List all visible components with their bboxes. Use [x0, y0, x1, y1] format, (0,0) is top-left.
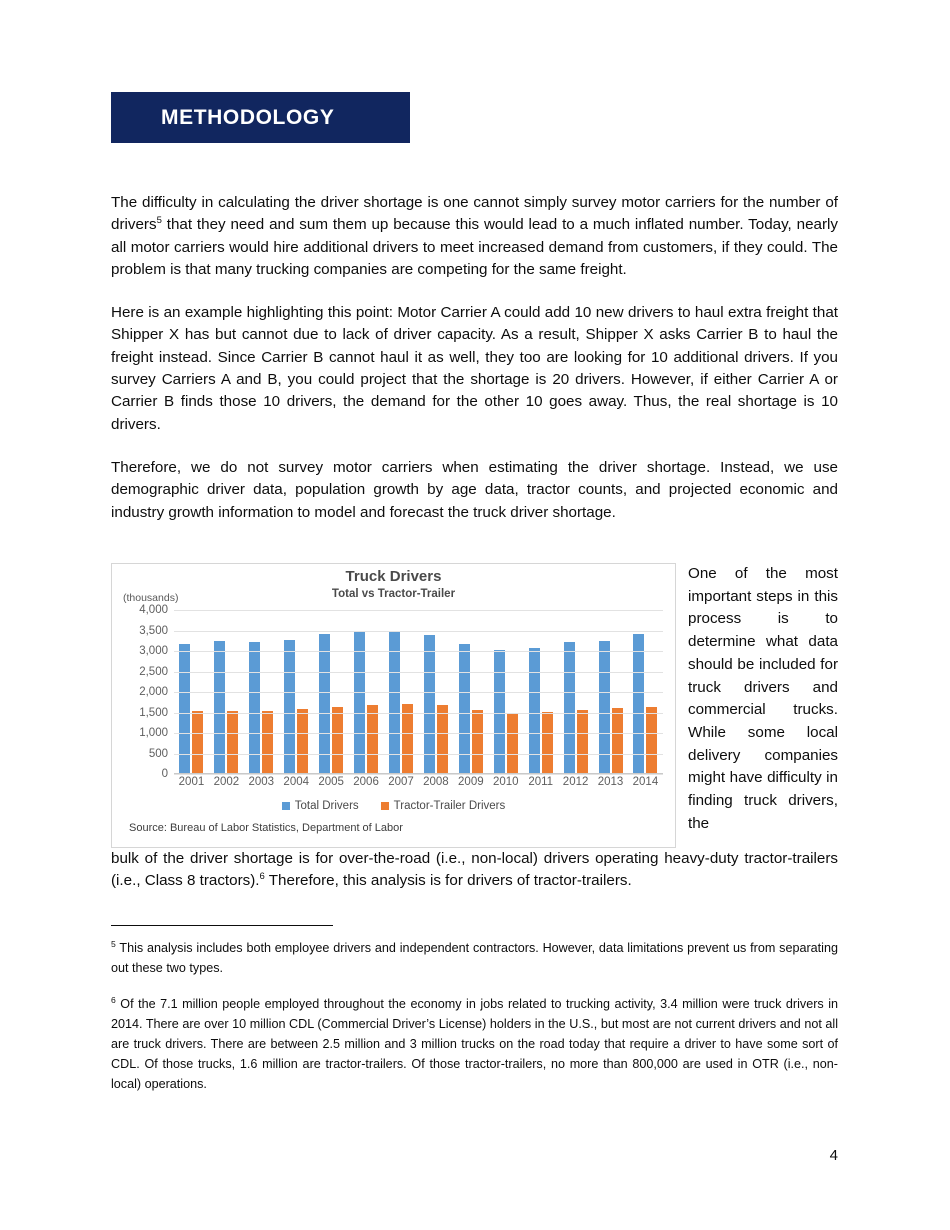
- footnote-6: [111, 994, 838, 1094]
- chart-y-tick-label: 4,000: [139, 604, 168, 616]
- below-paragraph: [111, 848, 838, 893]
- chart-units-label: (thousands): [123, 592, 179, 604]
- chart-y-tick-label: 2,000: [139, 686, 168, 698]
- figure-and-wrapped-text: [111, 563, 838, 893]
- chart-gridline: [139, 624, 663, 637]
- chart-x-tick-label: 2009: [458, 776, 484, 788]
- paragraph-1-continuation: that they need and sum them up because this would lead to a much inflated number. Today, nearly all motor carriers would hire additional drivers to meet increased demand from customers, if they could. The problem is that many trucking companies are competing for the same freight.: [111, 216, 838, 278]
- paragraph-3: Therefore, we do not survey motor carriers when estimating the driver shortage. Instead, we use demographic driver data, population growth by age data, tractor counts, and projected economic and industry growth information to model and forecast the truck driver shortage.: [111, 458, 838, 521]
- bar-tractor-trailer-drivers: [332, 707, 343, 773]
- bar-tractor-trailer-drivers: [472, 710, 483, 773]
- chart-x-tick-label: 2002: [213, 776, 240, 788]
- chart-y-tick-label: 500: [148, 747, 168, 760]
- paragraph-1: [111, 192, 838, 281]
- chart-legend-label: Total Drivers: [294, 800, 359, 812]
- bar-tractor-trailer-drivers: [367, 705, 378, 773]
- chart-title: Truck Drivers: [345, 568, 442, 585]
- chart-x-tick-label: 2005: [318, 776, 344, 788]
- section-banner: [111, 92, 410, 143]
- chart-x-tick-label: 2011: [528, 776, 554, 788]
- chart-gridline: [139, 604, 663, 616]
- chart-legend-item[interactable]: [381, 800, 506, 812]
- bar-tractor-trailer-drivers: [227, 711, 238, 773]
- chart-legend-label: Tractor-Trailer Drivers: [393, 800, 506, 812]
- bar-tractor-trailer-drivers: [646, 707, 657, 773]
- bar-tractor-trailer-drivers: [262, 711, 273, 773]
- bar-total-drivers: [389, 632, 400, 773]
- bar-tractor-trailer-drivers: [192, 711, 203, 773]
- footnote-6-marker: 6: [111, 994, 116, 1005]
- chart-x-tick-label: 2010: [492, 776, 519, 788]
- footnote-5: [111, 938, 838, 978]
- chart-x-tick-label: 2013: [597, 776, 624, 788]
- chart-y-tick-label: 3,500: [139, 624, 168, 637]
- side-paragraph: One of the most important steps in this process is to determine what data should be included for truck drivers and commercial trucks. While some local delivery companies might have difficulty in finding truck drivers, the: [688, 565, 838, 832]
- chart-plot-area: [139, 604, 663, 780]
- footnote-ref-5[interactable]: 5: [156, 215, 162, 227]
- chart-y-tick-label: 1,000: [139, 727, 168, 739]
- bar-total-drivers: [319, 634, 330, 773]
- bar-tractor-trailer-drivers: [402, 704, 413, 773]
- chart-gridline: [139, 727, 663, 739]
- footnote-5-text: This analysis includes both employee drivers and independent contractors. However, data limitations prevent us from separating out these two types.: [111, 941, 838, 975]
- bar-tractor-trailer-drivers: [297, 709, 308, 773]
- chart-subtitle: Total vs Tractor-Trailer: [331, 588, 456, 600]
- chart-x-tick-label: 2006: [353, 776, 379, 788]
- chart-x-tick-label: 2012: [562, 776, 589, 788]
- chart-x-tick-label: 2007: [388, 776, 414, 788]
- chart-x-tick-label: 2001: [178, 776, 205, 788]
- chart-gridline: [139, 665, 663, 678]
- legend-swatch-icon: [381, 802, 389, 810]
- paragraph-1-text: The difficulty in calculating the driver shortage is one cannot simply survey motor carriers for the number of drivers: [111, 194, 838, 234]
- legend-swatch-icon: [282, 802, 290, 810]
- chart-x-tick-label: 2003: [248, 776, 275, 788]
- chart-gridline: [161, 768, 663, 780]
- bar-tractor-trailer-drivers: [612, 708, 623, 773]
- chart-gridline: [139, 686, 663, 698]
- below-paragraph-continuation: Therefore, this analysis is for drivers of tractor-trailers.: [264, 872, 632, 890]
- chart-legend: [112, 800, 675, 812]
- truck-drivers-chart: [111, 563, 676, 848]
- chart-gridline: [148, 747, 663, 760]
- page-title: METHODOLOGY: [161, 105, 335, 129]
- footnotes-section: [111, 925, 838, 1110]
- chart-x-tick-label: 2004: [283, 776, 310, 788]
- footnote-6-text: Of the 7.1 million people employed throughout the economy in jobs related to trucking activity, 3.4 million were truck drivers in 2014. There are over 10 million CDL (Commercial Driver’s License) holders in the U.S., but most are not current drivers and not all are truck drivers. There are between 2.5 million and 3 million trucks on the road today that require a driver to have some sort of CDL. Of those trucks, 1.6 million are tractor-trailers. Of those tractor-trailers, no more than 800,000 are used in OTR (i.e., non-local) operations.: [111, 997, 838, 1091]
- chart-y-tick-label: 3,000: [139, 645, 168, 657]
- chart-y-tick-label: 0: [161, 768, 168, 780]
- footnote-5-marker: 5: [111, 938, 116, 949]
- footnote-separator: [111, 925, 333, 926]
- chart-x-tick-label: 2008: [423, 776, 449, 788]
- bar-tractor-trailer-drivers: [577, 710, 588, 773]
- footnote-ref-6[interactable]: 6: [259, 871, 265, 883]
- chart-gridline: [139, 645, 663, 657]
- bar-total-drivers: [424, 635, 435, 773]
- bar-tractor-trailer-drivers: [507, 713, 518, 773]
- bar-tractor-trailer-drivers: [542, 712, 553, 773]
- chart-gridline: [139, 706, 663, 719]
- bar-total-drivers: [633, 634, 644, 773]
- chart-x-axis-labels: [174, 776, 663, 788]
- below-paragraph-text: bulk of the driver shortage is for over-the-road (i.e., non-local) drivers operating heavy-duty tractor-trailers (i.e., Class 8 tractors).: [111, 850, 838, 890]
- chart-legend-item[interactable]: [282, 800, 359, 812]
- body-content: [111, 192, 838, 545]
- chart-y-tick-label: 1,500: [139, 706, 168, 719]
- chart-x-tick-label: 2014: [632, 776, 659, 788]
- bar-tractor-trailer-drivers: [437, 705, 448, 773]
- bar-total-drivers: [354, 632, 365, 773]
- chart-source-note: Source: Bureau of Labor Statistics, Department of Labor: [129, 822, 403, 834]
- paragraph-2: Here is an example highlighting this point: Motor Carrier A could add 10 new drivers to haul extra freight that Shipper X has but cannot due to lack of driver capacity. As a result, Shipper X asks Carrier B to haul the freight instead. Since Carrier B cannot haul it as well, they too are looking for 10 additional drivers. If you survey Carriers A and B, you could project that the shortage is 20 drivers. However, if either Carrier A or Carrier B finds those 10 drivers, the demand for the other 10 goes away. Thus, the real shortage is 10 drivers.: [111, 304, 838, 433]
- page-number: 4: [829, 1147, 838, 1164]
- chart-y-tick-label: 2,500: [139, 665, 168, 678]
